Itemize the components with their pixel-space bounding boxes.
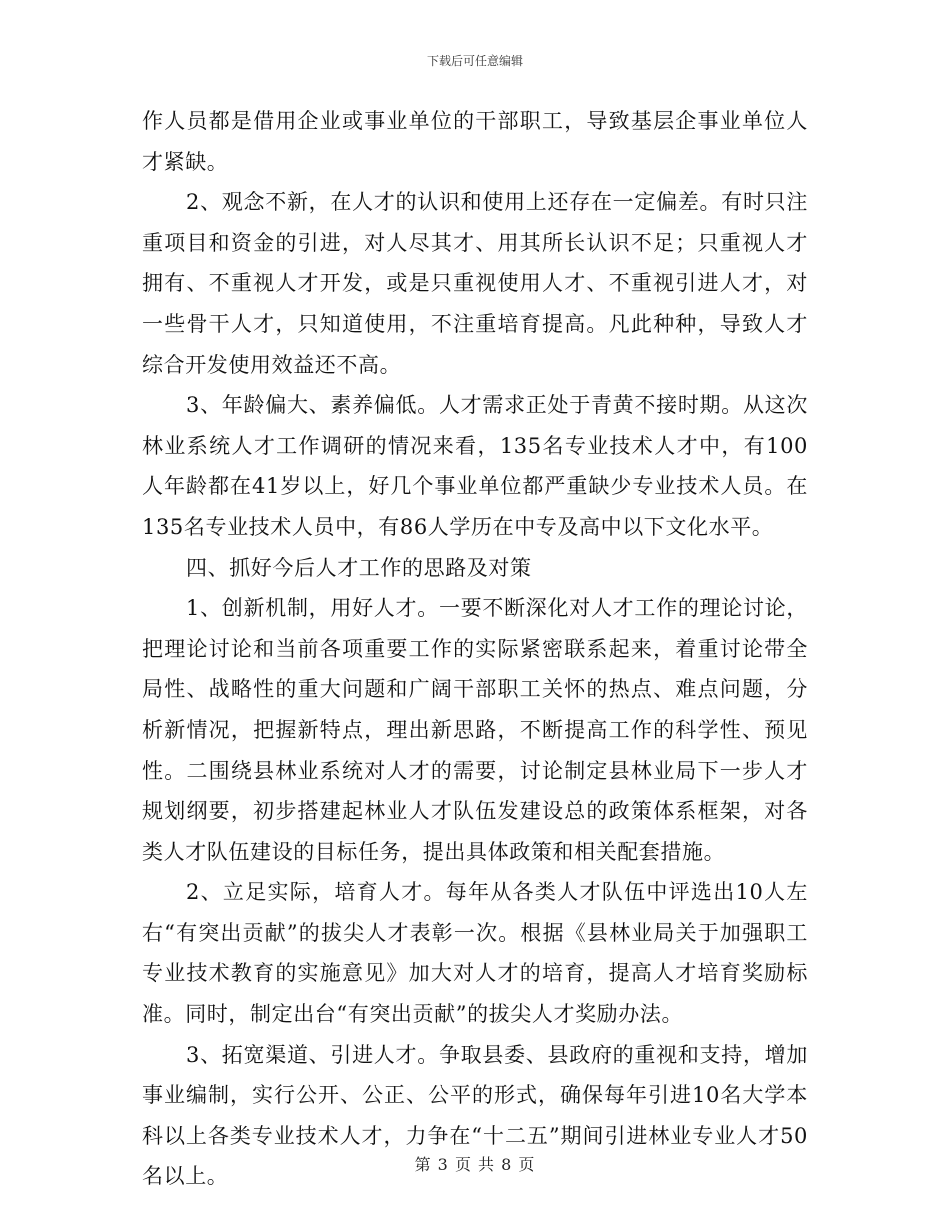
paragraph-measure-1: 1、创新机制，用好人才。一要不断深化对人才工作的理论讨论，把理论讨论和当前各项重要工作的实际紧密联系起来，着重讨论带全局性、战略性的重大问题和广阔干部职工关怀的热点、难点问题，分析新情况，把握新特点，理出新思路，不断提高工作的科学性、预见性。二围绕县林业系统对人才的需要，讨论制定县林业局下一步人才规划纲要，初步搭建起林业人才队伍发建设总的政策体系框架，对各类人才队伍建设的目标任务，提出具体政策和相关配套措施。 (142, 596, 808, 864)
paragraph-measure-2: 2、立足实际，培育人才。每年从各类人才队伍中评选出10人左右“有突出贡献”的拔尖人才表彰一次。根据《县林业局关于加强职工专业技术教育的实施意见》加大对人才的培育，提高人才培育奖励标准。同时，制定出台“有突出贡献”的拔尖人才奖励办法。 (142, 880, 808, 1027)
paragraph-continuation: 作人员都是借用企业或事业单位的干部职工，导致基层企事业单位人才紧缺。 (142, 109, 808, 174)
section-heading: 四、抓好今后人才工作的思路及对策 (186, 555, 532, 580)
paragraph-measure-3: 3、拓宽渠道、引进人才。争取县委、县政府的重视和支持，增加事业编制，实行公开、公正、公平的形式，确保每年引进10名大学本科以上各类专业技术人才，力争在“十二五”期间引进林业专业人才50名以上。 (142, 1042, 808, 1189)
page-footer: 第 3 页 共 8 页 (414, 1155, 536, 1174)
page-header: 下载后可任意编辑 (426, 54, 523, 68)
paragraph-point-3: 3、年龄偏大、素养偏低。人才需求正处于青黄不接时期。从这次林业系统人才工作调研的情况来看，135名专业技术人才中，有100人年龄都在41岁以上，好几个事业单位都严重缺少专业技术人员。在135名专业技术人员中，有86人学历在中专及高中以下文化水平。 (142, 393, 808, 539)
paragraph-point-2: 2、观念不新，在人才的认识和使用上还存在一定偏差。有时只注重项目和资金的引进，对人尽其才、用其所长认识不足；只重视人才拥有、不重视人才开发，或是只重视使用人才、不重视引进人才，对一些骨干人才，只知道使用，不注重培育提高。凡此种种，导致人才综合开发使用效益还不高。 (142, 190, 808, 377)
document-body (142, 101, 808, 1197)
